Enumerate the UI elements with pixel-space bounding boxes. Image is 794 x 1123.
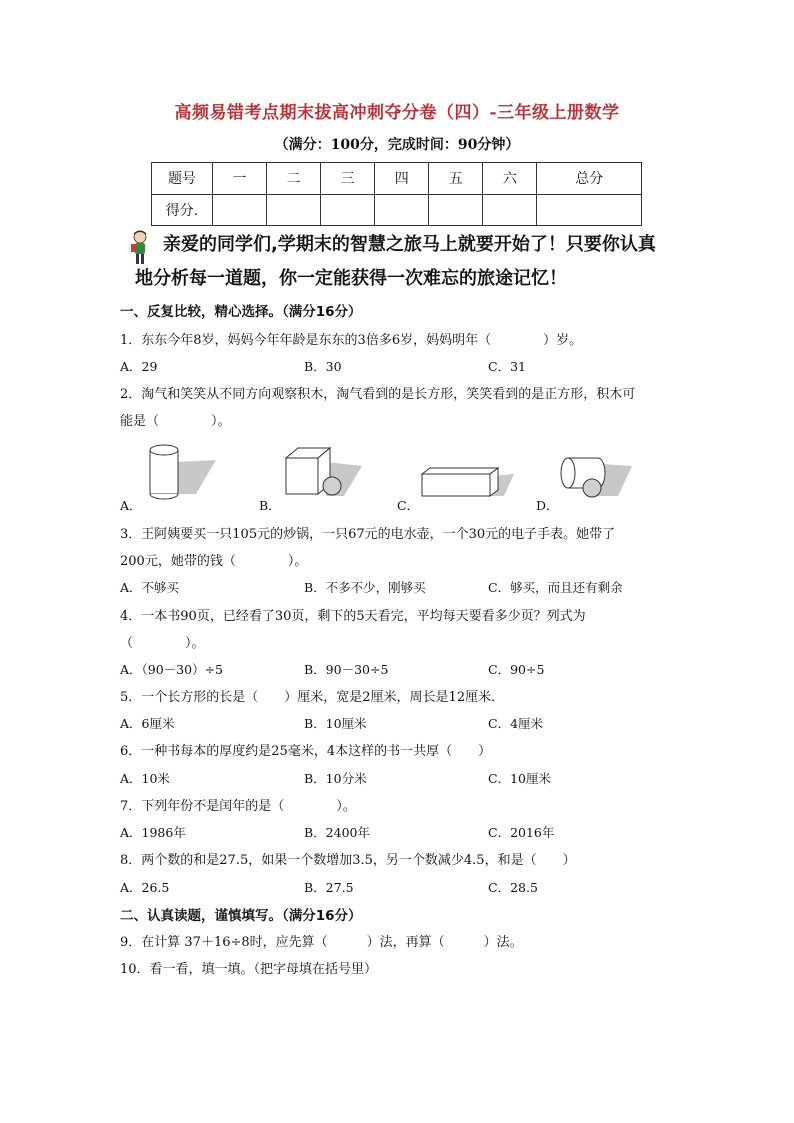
lying-cylinder-with-ball-icon bbox=[556, 452, 632, 500]
question-text: 1．东东今年8岁，妈妈今年年龄是东东的3倍多6岁，妈妈明年（ ）岁。 bbox=[120, 333, 583, 348]
option-c[interactable]: C． bbox=[397, 498, 420, 513]
score-cell[interactable] bbox=[321, 194, 375, 226]
question-text: 7．下列年份不是闰年的是（ ）。 bbox=[120, 799, 356, 814]
score-header-cell: 四 bbox=[375, 163, 429, 195]
option-a[interactable]: A．（90－30）÷5 bbox=[120, 662, 224, 677]
cylinder-icon bbox=[146, 442, 218, 500]
option-b[interactable]: B．30 bbox=[304, 359, 342, 374]
option-d[interactable]: D． bbox=[536, 498, 559, 513]
option-b[interactable]: B．不多不少，刚够买 bbox=[304, 580, 426, 595]
intro-message bbox=[135, 228, 695, 296]
question-text: 9．在计算 37＋16÷8时，应先算（ ）法，再算（ ）法。 bbox=[120, 935, 523, 950]
option-b[interactable]: B．90－30÷5 bbox=[304, 662, 389, 677]
score-header-cell: 一 bbox=[213, 163, 267, 195]
cuboid-icon bbox=[418, 464, 514, 500]
section-heading: 二、认真读题，谨慎填写。（满分16分） bbox=[120, 908, 362, 924]
option-c[interactable]: C．10厘米 bbox=[488, 771, 551, 786]
option-b[interactable]: B．27.5 bbox=[304, 880, 354, 895]
question-text: 3．王阿姨要买一只105元的炒锅，一只67元的电水壶，一个30元的电子手表。她带了 bbox=[120, 527, 616, 542]
option-c[interactable]: C．90÷5 bbox=[488, 662, 545, 677]
score-table-score-row bbox=[152, 194, 642, 226]
score-header-cell: 三 bbox=[321, 163, 375, 195]
option-b[interactable]: B．10分米 bbox=[304, 771, 367, 786]
option-a[interactable]: A．29 bbox=[120, 359, 158, 374]
option-c[interactable]: C．28.5 bbox=[488, 880, 538, 895]
question-text: 5．一个长方形的长是（ ）厘米，宽是2厘米，周长是12厘米． bbox=[120, 690, 505, 705]
option-c[interactable]: C．4厘米 bbox=[488, 716, 544, 731]
option-a[interactable]: A．10米 bbox=[120, 771, 170, 786]
score-table-header-row bbox=[152, 163, 642, 195]
question-text: 2．淘气和笑笑从不同方向观察积木，淘气看到的是长方形，笑笑看到的是正方形，积木可 bbox=[120, 387, 636, 402]
score-row-label: 得分. bbox=[152, 194, 213, 226]
option-a[interactable]: A．26.5 bbox=[120, 880, 170, 895]
option-c[interactable]: C．31 bbox=[488, 359, 526, 374]
question-text: 6．一种书每本的厚度约是25毫米，4本这样的书一共厚（ ） bbox=[120, 744, 492, 759]
score-header-cell: 六 bbox=[483, 163, 537, 195]
option-b[interactable]: B． bbox=[259, 498, 281, 513]
option-b[interactable]: B．10厘米 bbox=[304, 716, 367, 731]
score-cell[interactable] bbox=[537, 194, 642, 226]
question-text: （ ）。 bbox=[120, 636, 205, 651]
page-title: 高频易错考点期末拔高冲刺夺分卷（四）-三年级上册数学 bbox=[174, 103, 620, 123]
option-c[interactable]: C．2016年 bbox=[488, 825, 555, 840]
question-text: 8．两个数的和是27.5，如果一个数增加3.5，另一个数减少4.5，和是（ ） bbox=[120, 853, 576, 868]
intro-line: 地分析每一道题，你一定能获得一次难忘的旅途记忆！ bbox=[135, 268, 567, 289]
question-text: 10．看一看，填一填。（把字母填在括号里） bbox=[120, 962, 378, 977]
score-cell[interactable] bbox=[483, 194, 537, 226]
score-header-cell: 二 bbox=[267, 163, 321, 195]
score-table bbox=[151, 162, 642, 226]
option-a[interactable]: A．6厘米 bbox=[120, 716, 175, 731]
section-heading: 一、反复比较，精心选择。（满分16分） bbox=[120, 304, 362, 320]
question-text: 200元，她带的钱（ ）。 bbox=[120, 554, 308, 569]
score-cell[interactable] bbox=[429, 194, 483, 226]
intro-line: 亲爱的同学们,学期末的智慧之旅马上就要开始了！只要你认真 bbox=[163, 234, 656, 255]
question-text: 4．一本书90页，已经看了30页，剩下的5天看完，平均每天要看多少页？列式为 bbox=[120, 609, 586, 624]
score-header-cell: 五 bbox=[429, 163, 483, 195]
option-a[interactable]: A． bbox=[120, 498, 142, 513]
option-a[interactable]: A．1986年 bbox=[120, 825, 186, 840]
question-text: 能是（ ）。 bbox=[120, 414, 231, 429]
score-cell[interactable] bbox=[213, 194, 267, 226]
option-a[interactable]: A．不够买 bbox=[120, 580, 180, 595]
option-b[interactable]: B．2400年 bbox=[304, 825, 370, 840]
page-subtitle: （满分：100分，完成时间：90分钟） bbox=[274, 137, 520, 153]
score-cell[interactable] bbox=[267, 194, 321, 226]
option-c[interactable]: C．够买，而且还有剩余 bbox=[488, 580, 623, 595]
score-cell[interactable] bbox=[375, 194, 429, 226]
score-header-cell: 题号 bbox=[152, 163, 213, 195]
cube-with-ball-icon bbox=[284, 444, 364, 500]
score-header-cell: 总分 bbox=[537, 163, 642, 195]
